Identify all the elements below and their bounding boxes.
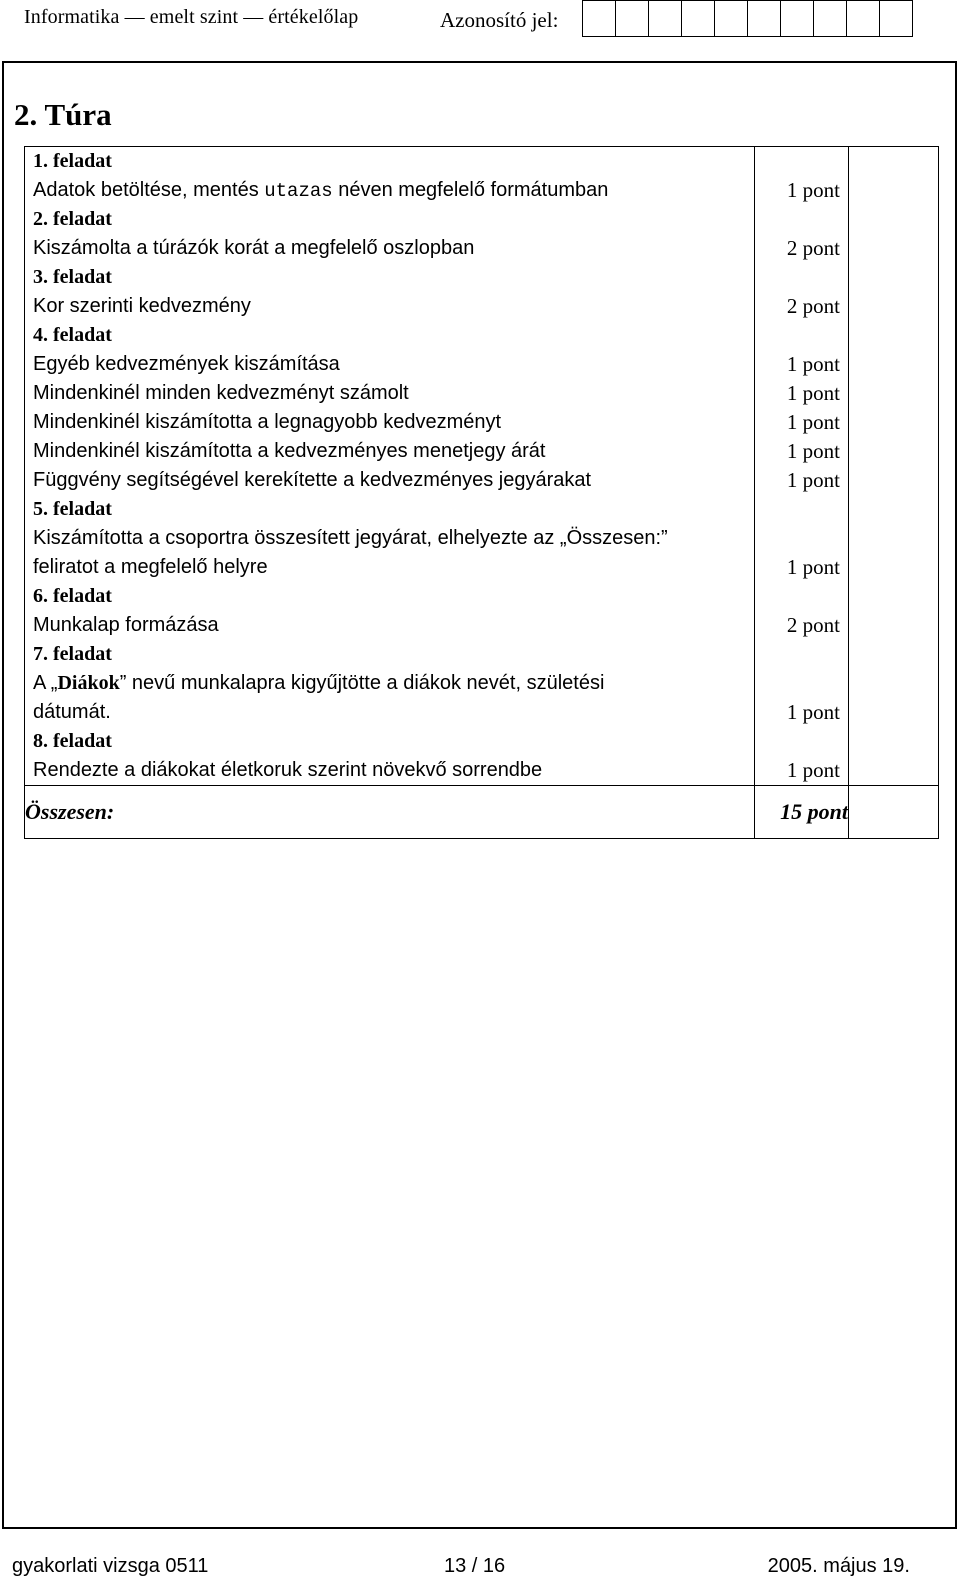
task-title: 6. feladat	[33, 585, 112, 607]
criterion-text: Mindenkinél kiszámította a legnagyobb kedvezményt	[33, 411, 502, 433]
score-table	[24, 146, 939, 839]
points-spacer	[755, 524, 848, 553]
id-box[interactable]	[616, 0, 649, 37]
criterion-prefix: A „	[33, 672, 58, 694]
criterion-points: 1 pont	[786, 410, 840, 434]
task-title: 1. feladat	[33, 150, 112, 172]
points-spacer	[755, 669, 848, 698]
criteria-cell	[25, 147, 755, 786]
id-box[interactable]	[649, 0, 682, 37]
task-title: 4. feladat	[33, 324, 112, 346]
criterion-text: Mindenkinél minden kedvezményt számolt	[33, 382, 409, 404]
points-spacer	[755, 321, 848, 350]
task-title: 3. feladat	[33, 266, 112, 288]
task-title: 8. feladat	[33, 730, 112, 752]
footer-exam-code: gyakorlati vizsga 0511	[12, 1555, 209, 1577]
total-label: Összesen:	[25, 786, 755, 839]
id-box[interactable]	[880, 0, 913, 37]
points-spacer	[755, 727, 848, 756]
total-awarded-cell	[849, 786, 939, 839]
footer-date: 2005. május 19.	[767, 1555, 910, 1577]
criterion-points: 1 pont	[786, 468, 840, 492]
criterion-suffix: néven megfelelő formátumban	[332, 179, 609, 201]
points-spacer	[755, 205, 848, 234]
page-header	[0, 0, 960, 46]
sheet-name: Diákok	[57, 672, 120, 694]
id-label: Azonosító jel:	[440, 8, 559, 32]
criterion-points: 1 pont	[786, 178, 840, 202]
points-cell	[755, 147, 849, 786]
points-spacer	[755, 263, 848, 292]
criterion-points: 2 pont	[786, 294, 840, 318]
points-spacer	[755, 640, 848, 669]
section-title: 2. Túra	[14, 97, 112, 132]
criterion-text: dátumát.	[33, 701, 111, 723]
criterion-points: 1 pont	[786, 439, 840, 463]
awarded-points-cell	[849, 147, 939, 786]
task-title: 7. feladat	[33, 643, 112, 665]
criterion-points: 1 pont	[786, 352, 840, 376]
criterion-suffix: ” nevű munkalapra kigyűjtötte a diákok nevét, születési	[119, 672, 605, 694]
id-box[interactable]	[814, 0, 847, 37]
header-title: Informatika — emelt szint — értékelőlap	[24, 6, 359, 28]
criterion-points: 1 pont	[786, 555, 840, 579]
criterion-text: Egyéb kedvezmények kiszámítása	[33, 353, 340, 375]
criterion-text: Kiszámította a csoportra összesített jegyárat, elhelyezte az „Összesen:”	[33, 527, 668, 549]
criterion-text: feliratot a megfelelő helyre	[33, 556, 268, 578]
criterion-text: Kor szerinti kedvezmény	[33, 295, 251, 317]
id-boxes	[582, 0, 913, 37]
task-title: 5. feladat	[33, 498, 112, 520]
footer-page-number: 13 / 16	[444, 1555, 506, 1577]
criterion-points: 2 pont	[786, 613, 840, 637]
points-spacer	[755, 495, 848, 524]
id-box[interactable]	[682, 0, 715, 37]
criterion-text: Függvény segítségével kerekítette a kedvezményes jegyárakat	[33, 469, 592, 491]
criterion-text: Mindenkinél kiszámította a kedvezményes menetjegy árát	[33, 440, 546, 462]
criterion-points: 1 pont	[786, 758, 840, 782]
id-box[interactable]	[847, 0, 880, 37]
id-box[interactable]	[583, 0, 616, 37]
points-spacer	[755, 147, 848, 176]
task-title: 2. feladat	[33, 208, 112, 230]
criterion-points: 1 pont	[786, 700, 840, 724]
criterion-text	[25, 176, 754, 205]
criterion-text	[25, 669, 754, 698]
page-footer	[0, 1555, 960, 1585]
id-box[interactable]	[748, 0, 781, 37]
criterion-prefix: Adatok betöltése, mentés	[33, 179, 265, 201]
id-box[interactable]	[781, 0, 814, 37]
points-spacer	[755, 582, 848, 611]
criterion-points: 1 pont	[786, 381, 840, 405]
criterion-text: Munkalap formázása	[33, 614, 219, 636]
criterion-points: 2 pont	[786, 236, 840, 260]
total-points: 15 pont	[755, 786, 849, 839]
content-frame	[2, 61, 957, 1529]
file-name-code: utazas	[264, 180, 333, 202]
criterion-text: Rendezte a diákokat életkoruk szerint növekvő sorrendbe	[33, 759, 543, 781]
criterion-text: Kiszámolta a túrázók korát a megfelelő oszlopban	[33, 237, 475, 259]
score-row-main	[25, 147, 939, 786]
total-row	[25, 786, 939, 839]
id-box[interactable]	[715, 0, 748, 37]
